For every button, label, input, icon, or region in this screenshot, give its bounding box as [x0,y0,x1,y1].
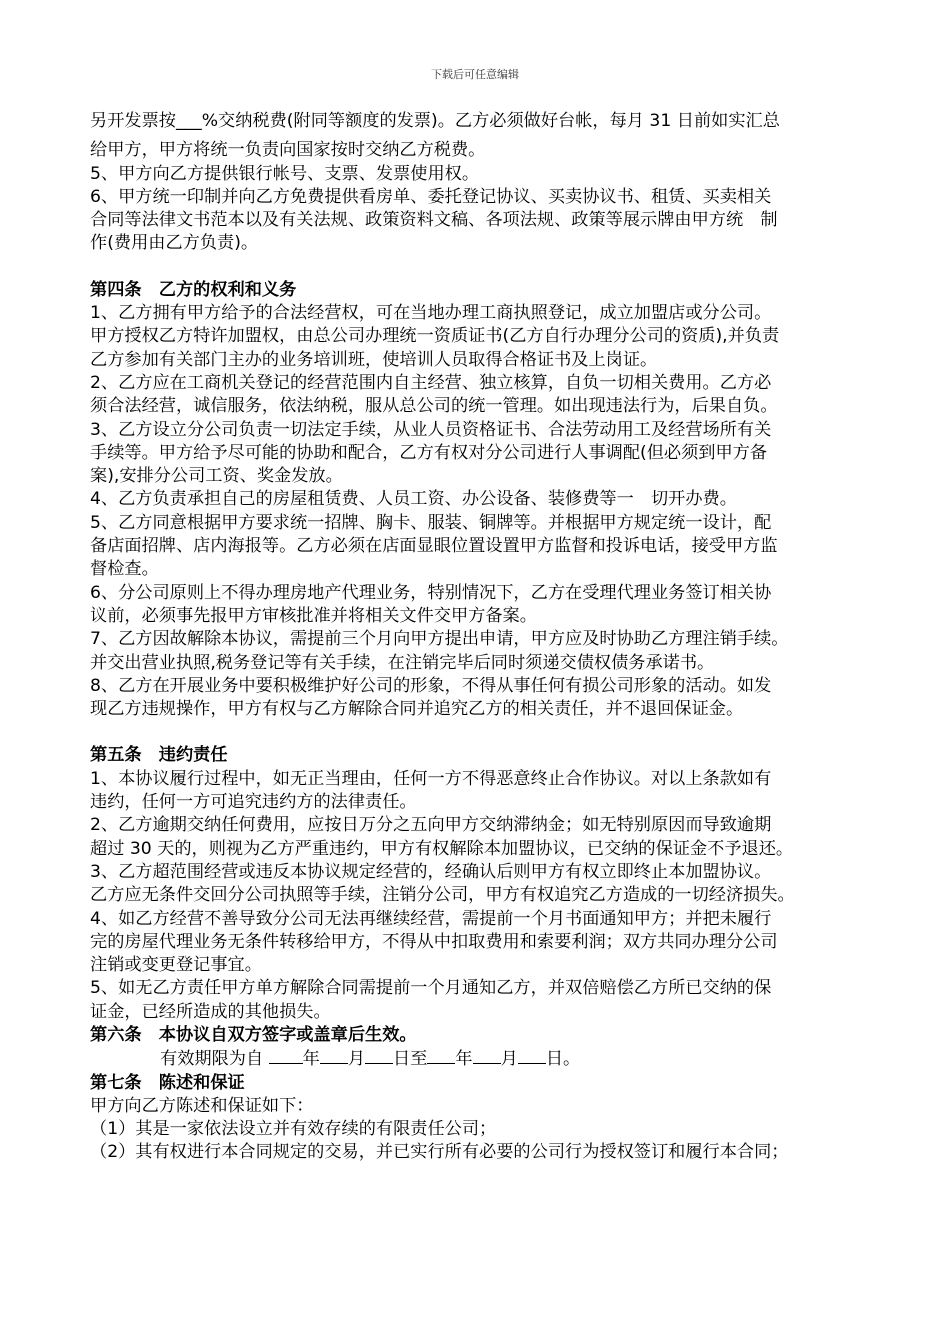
section-4-line: 乙方参加有关部门主办的业务培训班，使培训人员取得合格证书及上岗证。 [90,349,658,370]
section-5-line: 违约，任何一方可追究违约方的法律责任。 [90,792,417,813]
section-5-line: 乙方应无条件交回分公司执照等手续，注销分公司，甲方有权追究乙方造成的一切经济损失。 [90,885,795,906]
section-5-line: 2、乙方逾期交纳任何费用，应按日万分之五向甲方交纳滞纳金；如无特别原因而导致逾期 [90,815,772,836]
section-5-line: 1、本协议履行过程中，如无正当理由，任何一方不得恶意终止合作协议。对以上条款如有 [90,768,772,789]
section-4-line: 6、分公司原则上不得办理房地产代理业务，特别情况下，乙方在受理代理业务签订相关协 [90,582,772,603]
section-4-line: 7、乙方因故解除本协议，需提前三个月向甲方提出申请，甲方应及时协助乙方理注销手续。 [90,629,789,650]
date-label: 月 [347,1049,366,1070]
section-5-line: 5、如无乙方责任甲方单方解除合同需提前一个月通知乙方，并双倍赔偿乙方所已交纳的保 [90,978,772,999]
section-5-line: 3、乙方超范围经营或违反本协议规定经营的，经确认后则甲方有权立即终止本加盟协议。 [90,861,772,882]
section-4-line: 现乙方违规操作，甲方有权与乙方解除合同并追究乙方的相关责任，并不退回保证金。 [90,699,744,720]
section-4-line: 手续等。甲方给予尽可能的协助和配合，乙方有权对分公司进行人事调配(但必须到甲方备 [90,442,768,463]
page-header: 下载后可任意编辑 [431,68,519,81]
section-7-line: （1）其是一家依法设立并有效存续的有限责任公司； [90,1119,497,1140]
blank-underline [269,1047,303,1064]
section-5-line: 4、如乙方经营不善导致分公司无法再继续经营，需提前一个月书面通知甲方；并把未履行 [90,908,772,929]
section-4-line: 案),安排分公司工资、奖金发放。 [90,466,343,487]
date-label: 日至 [393,1049,428,1070]
date-label: 年 [455,1049,473,1070]
section-4-line: 备店面招牌、店内海报等。乙方必须在店面显眼位置设置甲方监督和投诉电话，接受甲方监 [90,536,778,557]
section-4-line: 2、乙方应在工商机关登记的经营范围内自主经营、独立核算，自负一切相关费用。乙方必 [90,372,772,393]
blank-underline [518,1047,546,1064]
section-5-line: 证金，已经所造成的其他损失。 [90,1001,331,1022]
paragraph-line: 5、甲方向乙方提供银行帐号、支票、发票使用权。 [90,163,480,184]
section-4-line: 5、乙方同意根据甲方要求统一招牌、胸卡、服装、铜牌等。并根据甲方规定统一设计，配 [90,512,772,533]
spacer [90,256,870,279]
section-4-line: 甲方授权乙方特许加盟权，由总公司办理统一资质证书(乙方自行办理分公司的资质),并负责 [90,326,780,347]
date-label: 日。 [545,1049,581,1070]
date-label: 年 [302,1049,320,1070]
blank-underline [473,1047,501,1064]
section-4-line: 3、乙方设立分公司负责一切法定手续，从业人员资格证书、合法劳动用工及经营场所有关 [90,419,772,440]
paragraph-line: 6、甲方统一印制并向乙方免费提供看房单、委托登记协议、买卖协议书、租赁、买卖相关 [90,186,772,207]
paragraph-line: 合同等法律文书范本以及有关法规、政策资料文稿、各项法规、政策等展示牌由甲方统 制 [90,210,778,231]
section-7-title: 第七条 陈述和保证 [90,1072,245,1093]
validity-period-line [90,1047,870,1071]
section-5-line: 超过 30 天的，则视为乙方严重违约，甲方有权解除本加盟协议，已交纳的保证金不予退还。 [90,838,794,859]
section-7-line: 甲方向乙方陈述和保证如下： [90,1095,314,1116]
date-label: 有效期限为自 [160,1049,264,1070]
section-4-line: 议前，必须事先报甲方审核批准并将相关文件交甲方备案。 [90,605,537,626]
section-6-title: 第六条 本协议自双方签字或盖章后生效。 [90,1024,417,1045]
section-4-line: 1、乙方拥有甲方给予的合法经营权，可在当地办理工商执照登记，成立加盟店或分公司。 [90,303,772,324]
paragraph-line: 作(费用由乙方负责)。 [90,233,259,254]
blank-underline [427,1047,455,1064]
paragraph-line: 给甲方，甲方将统一负责向国家按时交纳乙方税费。 [90,140,486,161]
section-4-line: 须合法经营，诚信服务，依法纳税，服从总公司的统一管理。如出现违法行为，后果自负。 [90,396,778,417]
section-4-line: 4、乙方负责承担自己的房屋租赁费、人员工资、办公设备、装修费等一 切开办费。 [90,489,737,510]
section-5-line: 完的房屋代理业务无条件转移给甲方，不得从中扣取费用和索要利润；双方共同办理分公司 [90,931,778,952]
section-4-line: 督检查。 [90,559,159,580]
date-label: 月 [500,1049,518,1070]
document-body [90,110,870,1165]
section-4-line: 8、乙方在开展业务中要积极维护好公司的形象，不得从事任何有损公司形象的活动。如发 [90,675,772,696]
blank-underline [365,1047,393,1064]
section-5-line: 注销或变更登记事宜。 [90,955,262,976]
section-4-line: 并交出营业执照,税务登记等有关手续，在注销完毕后同时须递交债权债务承诺书。 [90,652,715,673]
section-4-title: 第四条 乙方的权利和义务 [90,279,297,300]
spacer [90,721,870,744]
section-5-title: 第五条 违约责任 [90,745,228,766]
section-7-line: （2）其有权进行本合同规定的交易，并已实行所有必要的公司行为授权签订和履行本合同； [90,1142,789,1163]
paragraph-line: 另开发票按___%交纳税费(附同等额度的发票)。乙方必须做好台帐，每月 31 日前如实汇总 [90,111,780,131]
blank-underline [320,1047,348,1064]
